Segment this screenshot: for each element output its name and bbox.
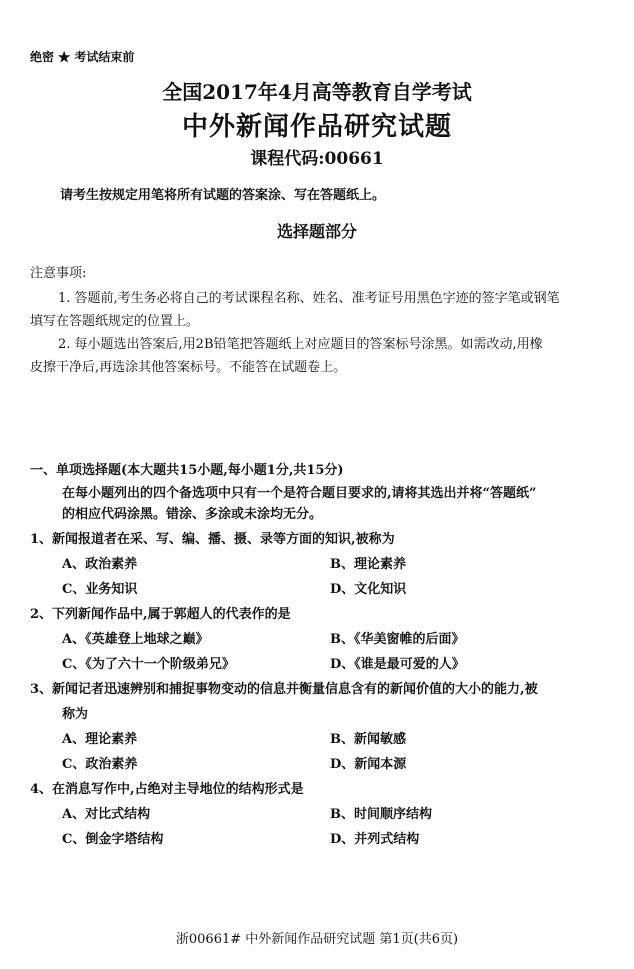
question-stem: 2、下列新闻作品中,属于郭超人的代表作的是 [30,607,291,622]
page-footer: 浙00661# 中外新闻作品研究试题 第1页(共6页) [175,932,459,947]
note-line: 皮擦干净后,再选涂其他答案标号。不能答在试题卷上。 [30,360,347,375]
option-c: C、倒金字塔结构 [62,832,164,847]
option-a: A、对比式结构 [62,807,151,822]
question-stem: 3、新闻记者迅速辨别和捕捉事物变动的信息并衡量信息含有的新闻价值的大小的能力,被 [30,682,538,697]
option-b: B、理论素养 [330,557,406,572]
option-c: C、政治素养 [62,757,138,772]
question-stem: 4、在消息写作中,占绝对主导地位的结构形式是 [30,782,304,797]
course-code: 课程代码:00661 [250,149,384,169]
section-desc-line: 在每小题列出的四个备选项中只有一个是符合题目要求的,请将其选出并将“答题纸” [62,486,537,501]
option-d: D、新闻本源 [330,757,407,772]
option-b: B、新闻敏感 [330,732,406,747]
option-a: A、《英雄登上地球之巅》 [62,632,209,647]
note-line: 填写在答题纸规定的位置上。 [30,314,200,329]
note-line: 2. 每小题选出答案后,用2B铅笔把答题纸上对应题目的答案标号涂黑。如需改动,用橡 [58,337,543,352]
option-b: B、时间顺序结构 [330,807,432,822]
option-c: C、《为了六十一个阶级弟兄》 [62,657,235,672]
option-a: A、理论素养 [62,732,138,747]
option-b: B、《华美窗帷的后面》 [330,632,465,647]
instruction-text: 请考生按规定用笔将所有试题的答案涂、写在答题纸上。 [60,188,386,203]
notes-heading: 注意事项: [30,266,87,281]
page-title: 中外新闻作品研究试题 [181,112,452,142]
section-desc-line: 的相应代码涂黑。错涂、多涂或未涂均无分。 [62,507,323,522]
note-line: 1. 答题前,考生务必将自己的考试课程名称、姓名、准考证号用黑色字迹的签字笔或钢笔 [58,291,560,306]
secret-mark: 绝密 ★ 考试结束前 [30,50,135,64]
exam-line: 全国2017年4月高等教育自学考试 [162,80,472,104]
question-stem: 1、新闻报道者在采、写、编、播、摄、录等方面的知识,被称为 [30,532,395,547]
option-c: C、业务知识 [62,582,138,597]
option-d: D、文化知识 [330,582,407,597]
option-d: D、《谁是最可爱的人》 [330,657,465,672]
question-stem-cont: 称为 [62,707,89,722]
section-header: 一、单项选择题(本大题共15小题,每小题1分,共15分) [30,463,344,478]
option-a: A、政治素养 [62,557,138,572]
part-title: 选择题部分 [276,222,357,241]
option-d: D、并列式结构 [330,832,420,847]
